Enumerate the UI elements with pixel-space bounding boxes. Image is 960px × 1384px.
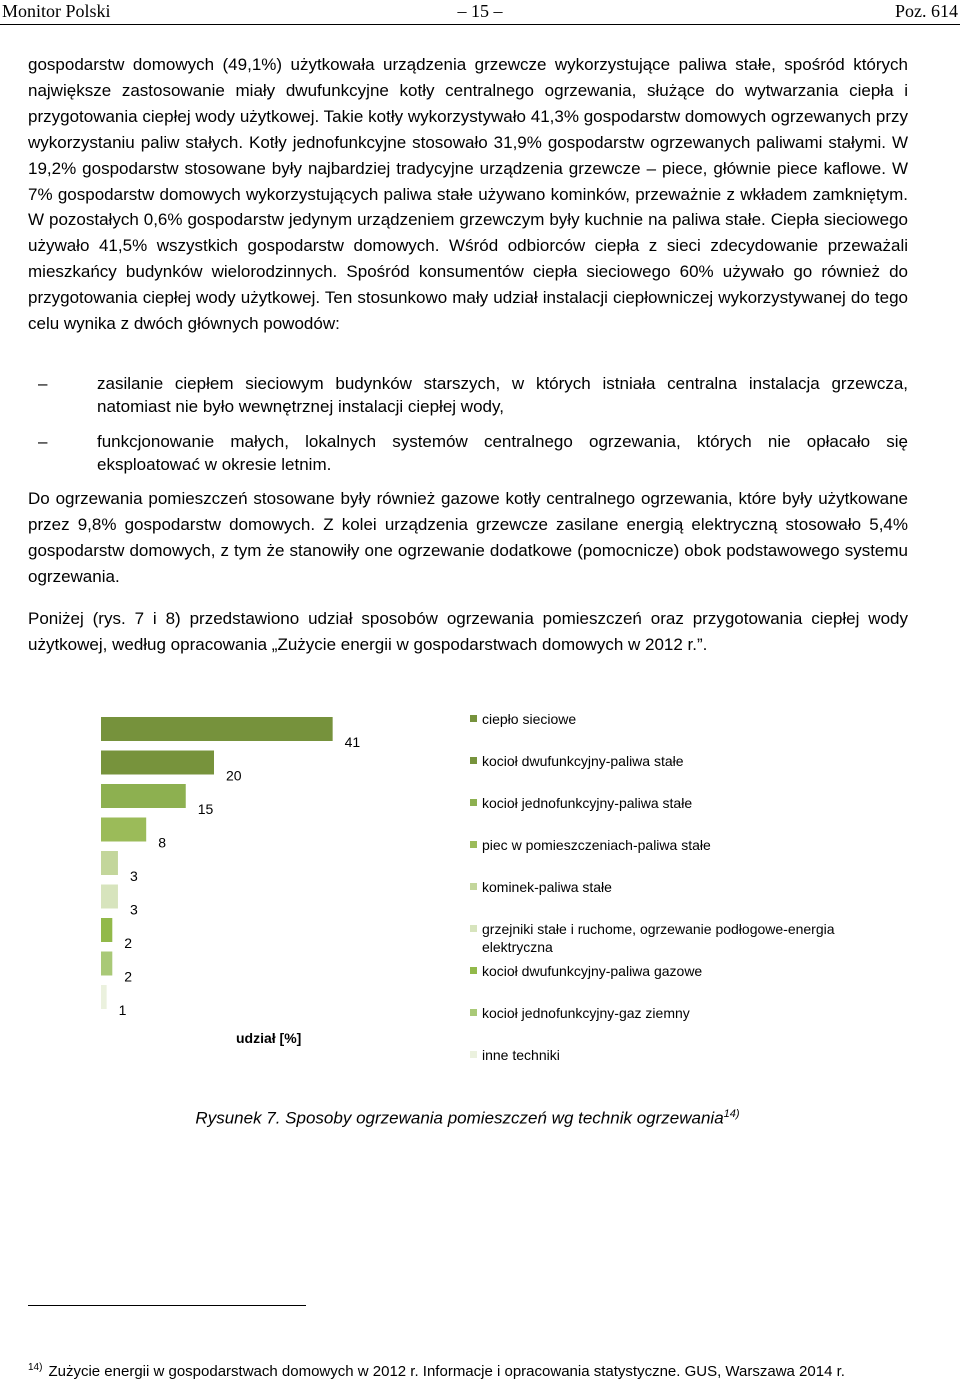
dash-marker: – <box>38 432 48 451</box>
figure-caption <box>0 1108 935 1129</box>
data-label-2: 20 <box>226 767 242 784</box>
legend-swatch <box>470 883 477 890</box>
body-paragraph-2: Do ogrzewania pomieszczeń stosowane były również gazowe kotły centralnego ogrzewania, które były użytkowane przez 9,8% gospodarstw domowych. Z kolei urządzenia grzewcze zasilane energią elektryczną stosowało 5,4% gospodarstw domowych, z tym że stanowiły one ogrzewanie dodatkowe (pomocnicze) obok podstawowego systemu ogrzewania. <box>28 489 908 586</box>
legend-label: ciepło sieciowe <box>482 711 577 727</box>
position-number: Poz. 614 <box>895 1 958 21</box>
legend-swatch <box>470 757 477 764</box>
legend-swatch <box>470 1051 477 1058</box>
legend-swatch <box>470 799 477 806</box>
list-item-text: zasilanie ciepłem sieciowym budynków starszych, w których istniała centralna instalacja grzewcza, natomiast nie było wewnętrznej instalacji ciepłej wody, <box>97 374 908 416</box>
bar-9 <box>101 985 107 1009</box>
dash-marker: – <box>38 374 48 393</box>
legend-label: kocioł dwufunkcyjny-paliwa stałe <box>482 753 684 769</box>
legend-label: kocioł jednofunkcyjny-paliwa stałe <box>482 795 693 811</box>
footnote-rule <box>28 1305 306 1306</box>
body-paragraph-3: Poniżej (rys. 7 i 8) przedstawiono udział sposobów ogrzewania pomieszczeń oraz przygotowania ciepłej wody użytkowej, według opracowania „Zużycie energii w gospodarstwach domowych w 2012 r.”. <box>28 609 908 654</box>
legend-swatch <box>470 715 477 722</box>
legend-label: inne techniki <box>482 1047 560 1063</box>
bar-7 <box>101 918 112 942</box>
bar-1 <box>101 717 333 741</box>
legend-swatch <box>470 1009 477 1016</box>
legend-label: grzejniki stałe i ruchome, ogrzewanie podłogowe-energia elektryczna <box>482 921 835 955</box>
body-paragraph-1: gospodarstw domowych (49,1%) użytkowała urządzenia grzewcze wykorzystujące paliwa stałe, spośród których największe zastosowanie miały dwufunkcyjne kotły centralnego ogrzewania, służące do wytwarzania ciepła i przygotowania ciepłej wody użytkowej. Takie kotły wykorzystywało 41,3% gospodarstw domowych ogrzewanych przy wykorzystaniu paliw stałych. Kotły jednofunkcyjne stosowało 31,9% gospodarstw ogrzewanych paliwami stałymi. W 19,2% gospodarstw stosowane były najbardziej tradycyjne urządzenia grzewcze – piece, głównie piece kaflowe. W 7% gospodarstw domowych wykorzystujących paliwa stałe używano kominków, przeważnie z wkładem zamkniętym. W pozostałych 0,6% gospodarstw jedynym urządzeniem grzewczym były kuchnie na paliwa stałe. Ciepła sieciowego używało 41,5% wszystkich gospodarstw domowych. Wśród odbiorców ciepła z sieci zdecydowanie przeważali mieszkańcy budynków wielorodzinnych. Spośród konsumentów ciepła sieciowego 60% używało go również do przygotowania ciepłej wody użytkowej. Ten stosunkowo mały udział instalacji ciepłowniczej wykorzystywanej do tego celu wynika z dwóch głównych powodów: <box>28 55 908 334</box>
bar-3 <box>101 784 186 808</box>
bar-chart <box>0 700 460 1030</box>
legend-label: kocioł dwufunkcyjny-paliwa gazowe <box>482 963 703 979</box>
data-label-3: 15 <box>197 801 214 817</box>
data-label-7: 2 <box>124 935 133 951</box>
list-item-text: funkcjonowanie małych, lokalnych systemów centralnego ogrzewania, których nie opłacało się eksploatować w okresie letnim. <box>97 432 908 474</box>
bar-8 <box>101 952 112 976</box>
footnote-marker: 14) <box>28 1362 43 1373</box>
list-item <box>28 372 908 418</box>
bar-5 <box>101 851 118 875</box>
data-label-5: 3 <box>129 868 138 884</box>
journal-name: Monitor Polski <box>2 1 111 21</box>
bar-6 <box>101 885 118 909</box>
legend-label: kominek-paliwa stałe <box>482 879 612 895</box>
footnote <box>28 1362 845 1380</box>
legend-swatch <box>470 925 477 932</box>
legend-label: kocioł jednofunkcyjny-gaz ziemny <box>482 1005 690 1021</box>
caption-footnote-ref: 14) <box>723 1108 740 1120</box>
legend-swatch <box>470 841 477 848</box>
data-label-1: 41 <box>344 734 361 750</box>
bar-4 <box>101 818 146 842</box>
caption-text: Rysunek 7. Sposoby ogrzewania pomieszczeń wg technik ogrzewania <box>195 1108 724 1128</box>
bar-2 <box>101 751 214 775</box>
data-label-8: 2 <box>124 968 133 985</box>
legend-swatch <box>470 967 477 974</box>
list-item <box>28 430 908 476</box>
page-number: – 15 – <box>457 1 503 21</box>
footnote-text: Zużycie energii w gospodarstwach domowych w 2012 r. Informacje i opracowania statystyczne. GUS, Warszawa 2014 r. <box>48 1363 845 1380</box>
axis-title: udział [%] <box>236 1030 302 1046</box>
legend-label: piec w pomieszczeniach-paliwa stałe <box>482 837 711 853</box>
bullet-list <box>28 372 908 476</box>
page-header <box>0 0 960 22</box>
data-label-9: 1 <box>118 1002 127 1018</box>
data-label-6: 3 <box>129 901 138 918</box>
header-rule <box>0 24 960 25</box>
data-label-4: 8 <box>158 834 166 851</box>
